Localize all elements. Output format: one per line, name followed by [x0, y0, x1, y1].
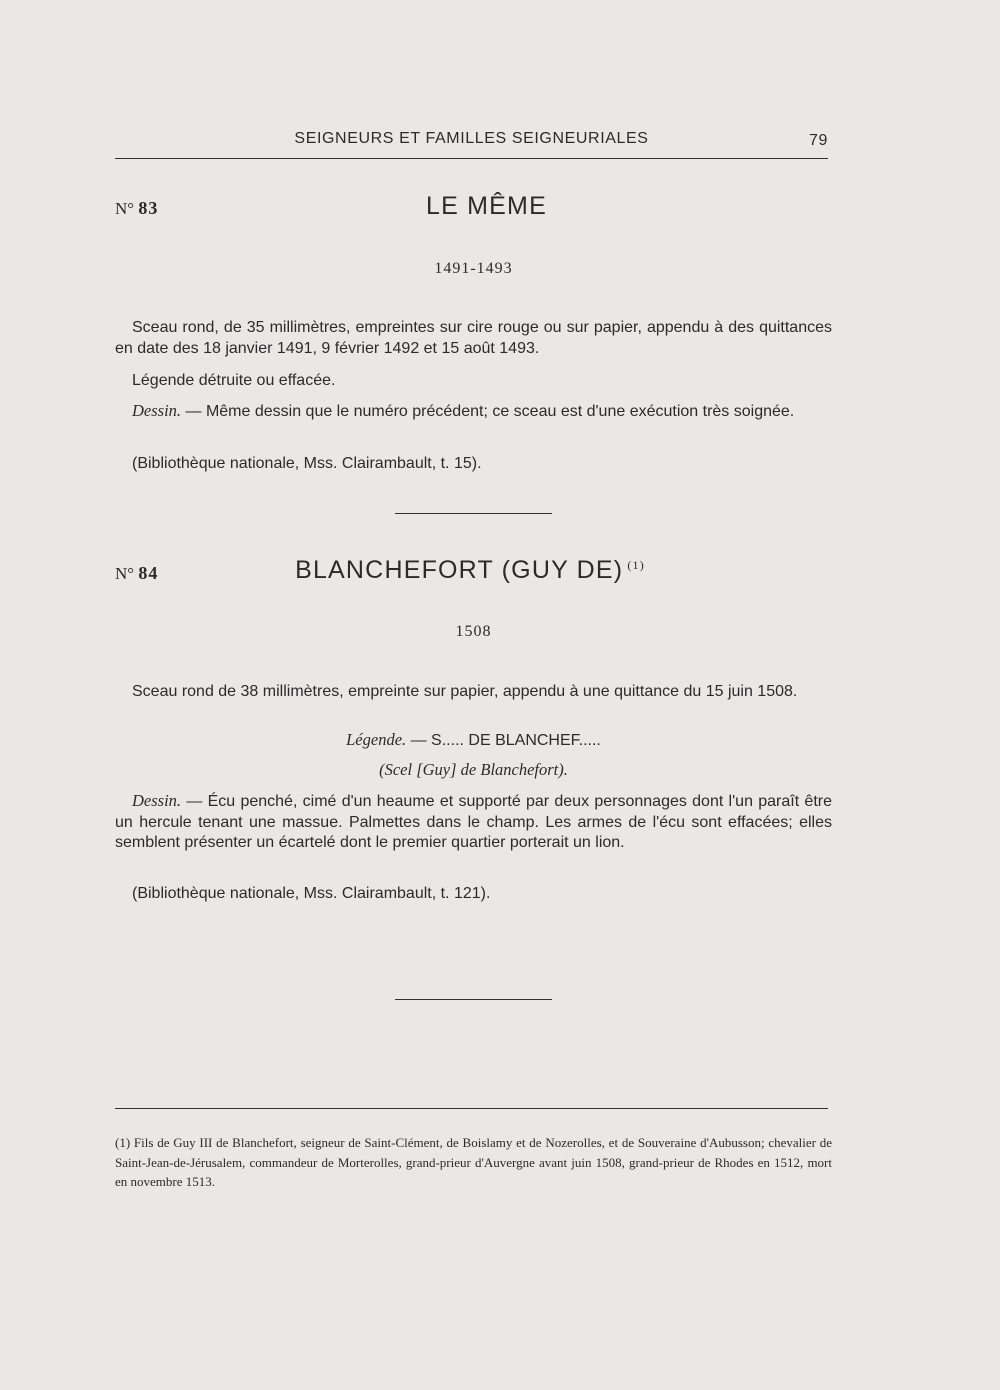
- legend-text: — S..... DE BLANCHEF.....: [410, 732, 601, 749]
- entry-84-title: [230, 556, 710, 585]
- entry-84-title-text: BLANCHEFORT (GUY DE): [295, 556, 624, 584]
- footnote-rule: [115, 1108, 828, 1109]
- footnote: (1) Fils de Guy III de Blanchefort, seigneur de Saint-Clément, de Boislamy et de Nozerolles, et de Souveraine d'Aubusson; chevalier de Saint-Jean-de-Jérusalem, commandeur de Morterolles, grand-prieur d'Auvergne avant juin 1508, grand-prieur de Rhodes en 1512, mort en novembre 1513.: [115, 1135, 832, 1189]
- entry-84-dessin: [115, 791, 832, 854]
- entry-83-number: [115, 198, 158, 219]
- entry-84-source: (Bibliothèque nationale, Mss. Clairambault, t. 121).: [132, 885, 491, 902]
- header-rule: [115, 158, 828, 159]
- dessin-label: Dessin.: [132, 401, 182, 420]
- entry-83-description: Sceau rond, de 35 millimètres, empreintes sur cire rouge ou sur papier, appendu à des quittances en date des 18 janvier 1491, 9 février 1492 et 15 août 1493.: [115, 319, 832, 357]
- page-number: 79: [809, 132, 828, 149]
- entry-83-dessin: [115, 401, 832, 423]
- entry-number-prefix: N°: [115, 199, 135, 218]
- entry-84-description: Sceau rond de 38 millimètres, empreinte sur papier, appendu à une quittance du 15 juin 1508.: [132, 683, 798, 700]
- entry-number-prefix: N°: [115, 564, 135, 583]
- entry-83-legend: Légende détruite ou effacée.: [132, 372, 336, 389]
- dessin-text: — Écu penché, cimé d'un heaume et supporté par deux personnages dont l'un paraît être un hercule tenant une massue. Palmettes dans le champ. Les armes de l'écu sont effacées; elles semblent présenter un écartelé dont le premier quartier porterait un lion.: [115, 793, 832, 851]
- entry-83-date: 1491-1493: [434, 260, 513, 277]
- entry-number-value: 83: [138, 198, 159, 218]
- entry-84-number: [115, 563, 158, 584]
- running-head-title: SEIGNEURS ET FAMILLES SEIGNEURIALES: [294, 130, 649, 147]
- entry-83-title: LE MÊME: [426, 192, 547, 220]
- entry-84-date: 1508: [455, 623, 492, 640]
- running-head: [115, 126, 828, 156]
- dessin-text: — Même dessin que le numéro précédent; ce sceau est d'une exécution très soignée.: [185, 403, 795, 420]
- legend-label: Légende.: [346, 730, 407, 749]
- entry-84-legend: [115, 730, 832, 752]
- dessin-label: Dessin.: [132, 791, 182, 810]
- footnote-reference: (1): [627, 557, 645, 572]
- entry-separator: [395, 513, 552, 514]
- entry-number-value: 84: [138, 563, 159, 583]
- end-separator: [395, 999, 552, 1000]
- entry-84-legend-reading: (Scel [Guy] de Blanchefort).: [379, 760, 568, 779]
- entry-83-source: (Bibliothèque nationale, Mss. Clairambault, t. 15).: [132, 455, 482, 472]
